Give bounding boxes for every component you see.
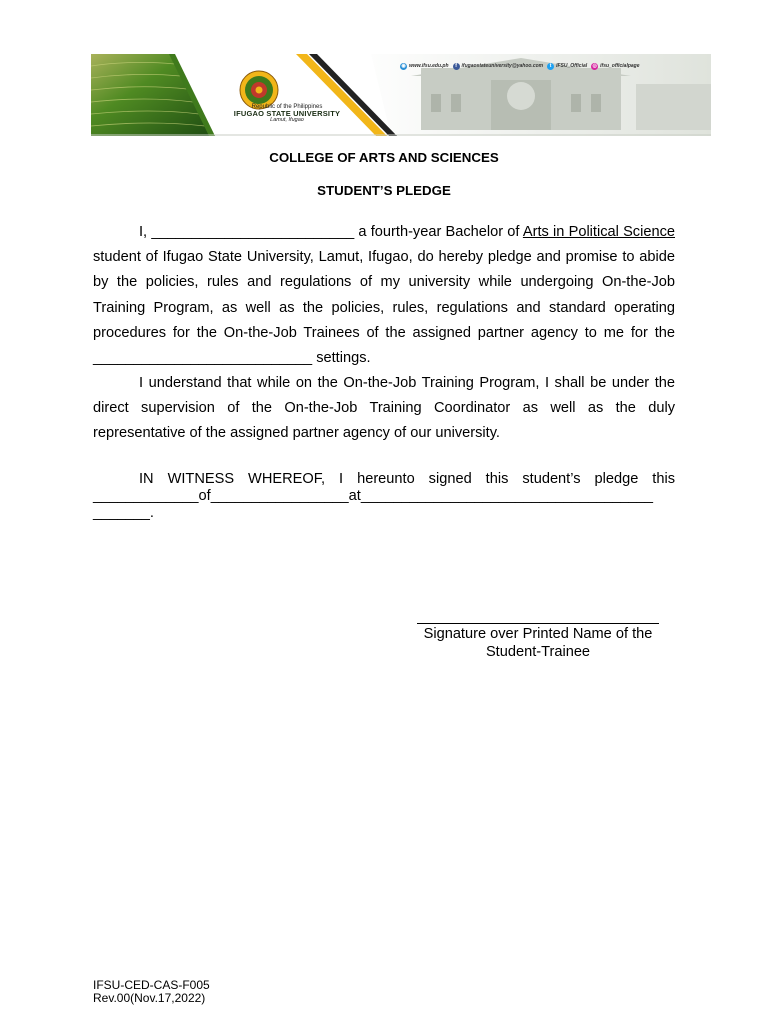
day-blank[interactable]: _____________ (93, 488, 199, 504)
republic-text: Republic of the Philippines (251, 104, 323, 110)
place-blank-continued[interactable]: _______ (93, 505, 150, 521)
signature-label-line1: Signature over Printed Name of the (423, 626, 653, 642)
email-text: ifugaostateuniversity@yahoo.com (461, 63, 544, 69)
twitter-contact[interactable] (547, 63, 587, 70)
globe-icon: ◉ (401, 62, 406, 69)
form-revision: Rev.00(Nov.17,2022) (93, 991, 206, 1005)
signature-label-line2: Student-Trainee (485, 644, 591, 660)
signature-line[interactable] (417, 623, 659, 624)
website-contact[interactable] (400, 63, 449, 70)
university-name: IFUGAO STATE UNIVERSITY (233, 109, 341, 118)
twitter-icon: t (547, 63, 554, 70)
instagram-contact[interactable] (591, 63, 639, 70)
place-blank[interactable]: ____________________________________ (360, 488, 654, 504)
facebook-contact[interactable] (453, 63, 544, 70)
form-footer (93, 979, 210, 1005)
twitter-text: IFSU_Official (556, 63, 588, 69)
pledge-paragraph-1: I, _________________________ a fourth-year Bachelor of Arts in Political Science student of Ifugao State University, Lamut, Ifugao, do hereby pledge and promise to abide by the policies, rules and regulations of my university while undergoing On-the-Job Training Program, as well as the policies, rules, regulations and standard operating procedures for the On-the-Job Trainees of the assigned partner agency to me for the ___________________________ settings. (93, 224, 675, 367)
instagram-icon: ◎ (592, 62, 597, 69)
name-blank[interactable]: _________________________ (151, 224, 355, 240)
instagram-text: ifsu_officialpage (600, 63, 640, 69)
college-heading: COLLEGE OF ARTS AND SCIENCES (269, 150, 499, 165)
university-identity (224, 104, 350, 123)
pledge-paragraph-2: I understand that while on the On-the-Job Training Program, I shall be under the direct supervision of the On-the-Job Training Coordinator as well as the duly representative of the assigned partner agency of our university. (93, 375, 675, 442)
signature-label (405, 625, 671, 661)
website-text: www.ifsu.edu.ph (409, 63, 449, 69)
witness-paragraph: IN WITNESS WHEREOF, I hereunto signed this student’s pledge this _____________of_________________at____________________________________ _______. (93, 471, 675, 521)
university-location: Lamut, Ifugao (270, 116, 304, 123)
facebook-icon: f (453, 63, 460, 70)
form-code: IFSU-CED-CAS-F005 (93, 978, 210, 992)
degree-program: Arts in Political Science (522, 224, 675, 240)
agency-blank[interactable]: ___________________________ (93, 350, 313, 367)
document-title: STUDENT’S PLEDGE (317, 183, 451, 198)
contact-strip (400, 60, 710, 72)
month-blank[interactable]: _________________ (210, 488, 349, 504)
